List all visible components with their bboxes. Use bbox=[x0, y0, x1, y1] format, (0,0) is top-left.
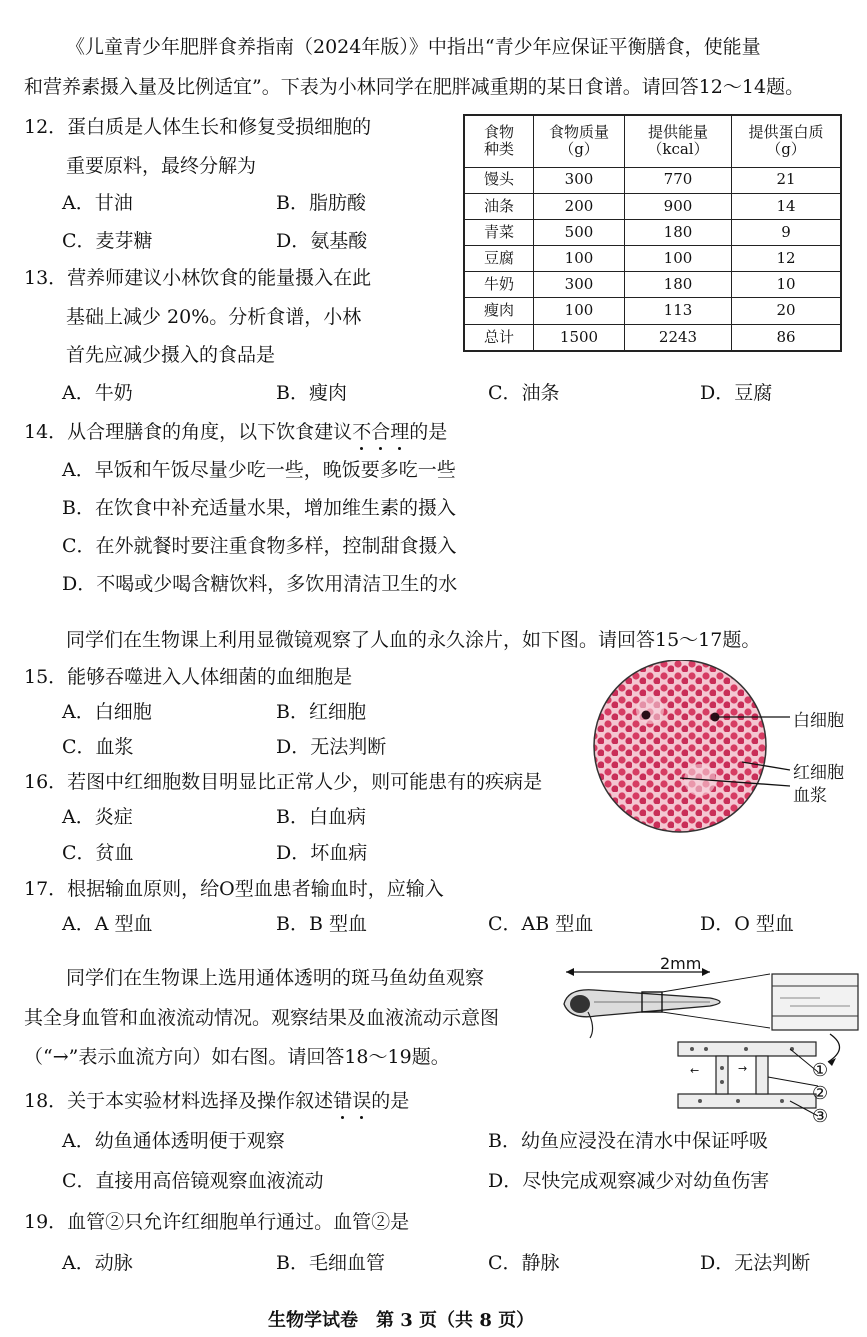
cell-protein: 9 bbox=[732, 219, 842, 245]
q16-stem: 16．若图中红细胞数目明显比正常人少，则可能患有的疾病是 bbox=[24, 771, 543, 793]
cell-food: 豆腐 bbox=[464, 246, 534, 272]
table-row bbox=[464, 298, 841, 324]
q18-option-c[interactable]: C．直接用高倍镜观察血液流动 bbox=[62, 1170, 324, 1192]
q19-option-c[interactable]: C．静脉 bbox=[488, 1252, 560, 1274]
label-wbc: 白细胞 bbox=[793, 711, 844, 731]
q19-option-a[interactable]: A．动脉 bbox=[62, 1252, 133, 1274]
cell-energy: 180 bbox=[625, 272, 732, 298]
cell-mass: 1500 bbox=[534, 324, 625, 351]
header-energy: 提供能量 （kcal） bbox=[625, 115, 732, 167]
q13-stem-line2: 基础上减少 20%。分析食谱，小林 bbox=[66, 306, 362, 328]
intro-text-line2: 和营养素摄入量及比例适宜”。下表为小林同学在肥胖减重期的某日食谱。请回答12～14题。 bbox=[24, 76, 805, 98]
q14-option-a[interactable]: A．早饭和午饭尽量少吃一些，晚饭要多吃一些 bbox=[62, 459, 456, 481]
q18-stem: 18．关于本实验材料选择及操作叙述错误的是 bbox=[24, 1090, 410, 1112]
cell-protein: 21 bbox=[732, 167, 842, 193]
q13-option-b[interactable]: B．瘦肉 bbox=[276, 382, 347, 404]
q12-stem-line1: 12．蛋白质是人体生长和修复受损细胞的 bbox=[24, 116, 372, 138]
svg-text:←: ← bbox=[690, 1064, 700, 1077]
intro2-text: 同学们在生物课上利用显微镜观察了人血的永久涂片，如下图。请回答15～17题。 bbox=[66, 629, 761, 651]
svg-text:→: → bbox=[738, 1062, 748, 1075]
cell-mass: 300 bbox=[534, 272, 625, 298]
scale-label: 2mm bbox=[660, 954, 702, 973]
q18-option-d[interactable]: D．尽快完成观察减少对幼鱼伤害 bbox=[488, 1170, 770, 1192]
emphasis-char: 合 bbox=[371, 421, 391, 443]
cell-protein: 10 bbox=[732, 272, 842, 298]
q13-option-c[interactable]: C．油条 bbox=[488, 382, 560, 404]
q13-option-d[interactable]: D．豆腐 bbox=[700, 382, 773, 404]
zoom-arrow bbox=[828, 1034, 840, 1062]
table-row-total bbox=[464, 324, 841, 351]
intro3-line3: （“→”表示血流方向）如右图。请回答18～19题。 bbox=[24, 1046, 450, 1068]
q17-option-c[interactable]: C．AB 型血 bbox=[488, 913, 594, 935]
header-food-type: 食物 种类 bbox=[464, 115, 534, 167]
q13-option-a[interactable]: A．牛奶 bbox=[62, 382, 133, 404]
diet-table bbox=[463, 114, 842, 352]
q16-option-d[interactable]: D．坏血病 bbox=[276, 842, 368, 864]
cell-protein: 12 bbox=[732, 246, 842, 272]
q12-option-d[interactable]: D．氨基酸 bbox=[276, 230, 368, 252]
cell-mass: 200 bbox=[534, 193, 625, 219]
intro3-line2: 其全身血管和血液流动情况。观察结果及血液流动示意图 bbox=[24, 1007, 500, 1029]
vessel-schematic bbox=[678, 1042, 818, 1116]
emphasis-char: 错 bbox=[333, 1090, 353, 1112]
white-blood-cell bbox=[642, 711, 651, 720]
cell-energy: 100 bbox=[625, 246, 732, 272]
cell-food: 总计 bbox=[464, 324, 534, 351]
vessel-label-1: ① bbox=[812, 1060, 829, 1081]
q15-option-b[interactable]: B．红细胞 bbox=[276, 701, 366, 723]
intro3-line1: 同学们在生物课上选用通体透明的斑马鱼幼鱼观察 bbox=[66, 967, 485, 989]
cell-food: 青菜 bbox=[464, 219, 534, 245]
emphasis-char: 误 bbox=[352, 1090, 372, 1112]
cell-mass: 300 bbox=[534, 167, 625, 193]
page-footer: 生物学试卷 第 3 页（共 8 页） bbox=[268, 1310, 535, 1331]
table-row bbox=[464, 272, 841, 298]
cell-protein: 20 bbox=[732, 298, 842, 324]
q19-option-b[interactable]: B．毛细血管 bbox=[276, 1252, 385, 1274]
q14-option-d[interactable]: D．不喝或少喝含糖饮料，多饮用清洁卫生的水 bbox=[62, 573, 458, 595]
table-header-row bbox=[464, 115, 841, 167]
cell-mass: 100 bbox=[534, 298, 625, 324]
cell-energy: 900 bbox=[625, 193, 732, 219]
cell-mass: 500 bbox=[534, 219, 625, 245]
q16-option-b[interactable]: B．白血病 bbox=[276, 806, 366, 828]
zoom-panel bbox=[772, 974, 858, 1030]
q12-option-a[interactable]: A．甘油 bbox=[62, 192, 133, 214]
q19-stem: 19．血管②只允许红细胞单行通过。血管②是 bbox=[24, 1211, 410, 1233]
q16-option-c[interactable]: C．贫血 bbox=[62, 842, 134, 864]
intro-text-line1: 《儿童青少年肥胖食养指南（2024年版）》中指出“青少年应保证平衡膳食，使能量 bbox=[66, 36, 761, 58]
cell-food: 馒头 bbox=[464, 167, 534, 193]
cell-energy: 2243 bbox=[625, 324, 732, 351]
cell-food: 油条 bbox=[464, 193, 534, 219]
q18-option-a[interactable]: A．幼鱼通体透明便于观察 bbox=[62, 1130, 285, 1152]
q17-stem: 17．根据输血原则，给O型血患者输血时，应输入 bbox=[24, 878, 444, 900]
q18-option-b[interactable]: B．幼鱼应浸没在清水中保证呼吸 bbox=[488, 1130, 768, 1152]
header-protein: 提供蛋白质 （g） bbox=[732, 115, 842, 167]
q12-option-c[interactable]: C．麦芽糖 bbox=[62, 230, 153, 252]
table-row bbox=[464, 167, 841, 193]
q14-stem: 14．从合理膳食的角度，以下饮食建议不合理的是 bbox=[24, 421, 448, 443]
vessel-label-3: ③ bbox=[812, 1106, 829, 1127]
q13-stem-line3: 首先应减少摄入的食品是 bbox=[66, 344, 276, 366]
emphasis-char: 不 bbox=[352, 421, 372, 443]
q12-option-b[interactable]: B．脂肪酸 bbox=[276, 192, 366, 214]
table-row bbox=[464, 193, 841, 219]
cell-protein: 86 bbox=[732, 324, 842, 351]
q15-stem: 15．能够吞噬进入人体细菌的血细胞是 bbox=[24, 666, 353, 688]
cell-food: 瘦肉 bbox=[464, 298, 534, 324]
q15-option-c[interactable]: C．血浆 bbox=[62, 736, 134, 758]
zebrafish-larva bbox=[564, 974, 770, 1038]
cell-energy: 770 bbox=[625, 167, 732, 193]
q15-option-a[interactable]: A．白细胞 bbox=[62, 701, 152, 723]
table-row bbox=[464, 246, 841, 272]
q14-option-b[interactable]: B．在饮食中补充适量水果，增加维生素的摄入 bbox=[62, 497, 456, 519]
cell-food: 牛奶 bbox=[464, 272, 534, 298]
label-plasma: 血浆 bbox=[793, 786, 827, 806]
label-rbc: 红细胞 bbox=[793, 763, 844, 783]
q15-option-d[interactable]: D．无法判断 bbox=[276, 736, 387, 758]
q19-option-d[interactable]: D．无法判断 bbox=[700, 1252, 811, 1274]
cell-protein: 14 bbox=[732, 193, 842, 219]
microscope-field bbox=[590, 660, 770, 832]
cell-energy: 180 bbox=[625, 219, 732, 245]
q17-option-d[interactable]: D．O 型血 bbox=[700, 913, 794, 935]
q17-option-b[interactable]: B．B 型血 bbox=[276, 913, 367, 935]
vessel-2 bbox=[716, 1056, 728, 1094]
q13-stem-line1: 13．营养师建议小林饮食的能量摄入在此 bbox=[24, 267, 372, 289]
vessel-label-2: ② bbox=[812, 1083, 829, 1104]
blood-smear-figure bbox=[590, 660, 860, 840]
cell-energy: 113 bbox=[625, 298, 732, 324]
q17-option-a[interactable]: A．A 型血 bbox=[62, 913, 153, 935]
q14-option-c[interactable]: C．在外就餐时要注重食物多样，控制甜食摄入 bbox=[62, 535, 457, 557]
q16-option-a[interactable]: A．炎症 bbox=[62, 806, 133, 828]
q12-stem-line2: 重要原料，最终分解为 bbox=[66, 155, 257, 177]
emphasis-char: 理 bbox=[390, 421, 410, 443]
header-food-mass: 食物质量 （g） bbox=[534, 115, 625, 167]
table-row bbox=[464, 219, 841, 245]
cell-mass: 100 bbox=[534, 246, 625, 272]
